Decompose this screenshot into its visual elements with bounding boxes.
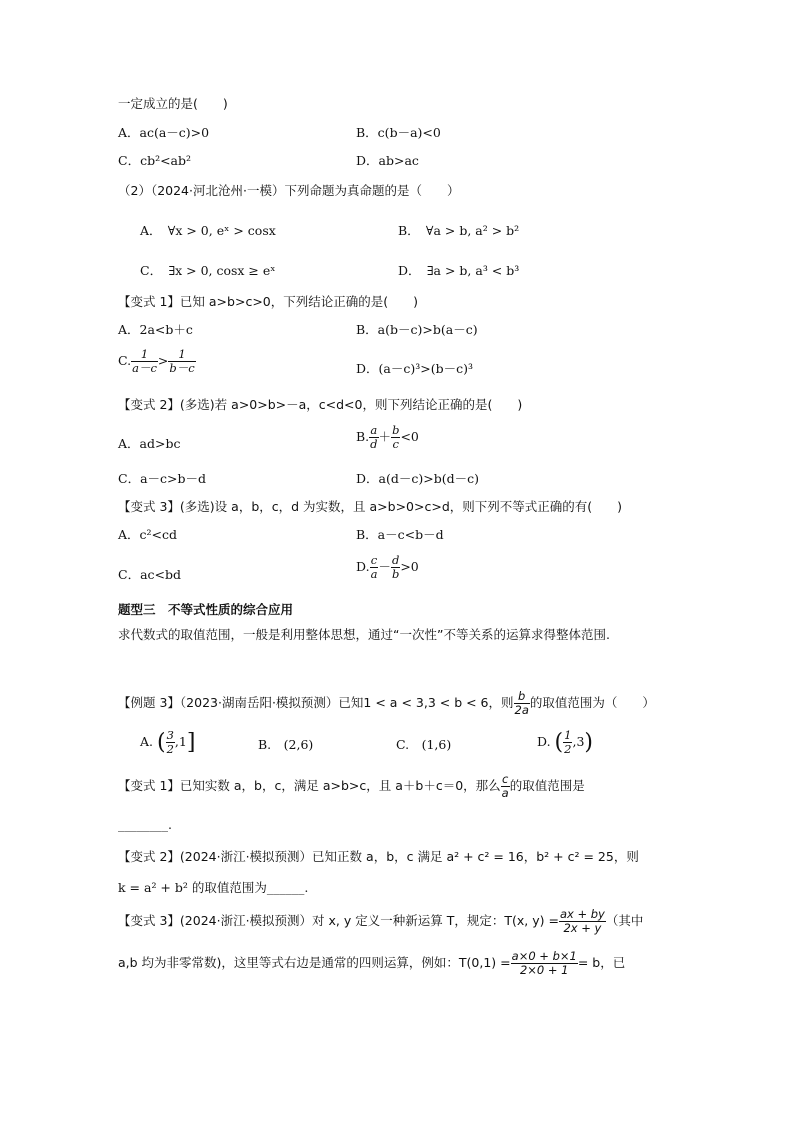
q2-stem: （2）（2024·河北沧州·一模）下列命题为真命题的是（ ） xyxy=(118,183,460,198)
fraction: $\frac{1}{a-c}$ xyxy=(132,347,157,375)
variant3-option-a: A．c²<cd xyxy=(118,527,178,542)
q2-option-c: C． ∃x > 0, cosx ≥ eˣ xyxy=(140,263,276,278)
fraction: $\frac{c}{a}$ xyxy=(501,772,509,800)
fraction: $\frac{1}{2}$ xyxy=(564,728,572,756)
exercise-variant2-line2: k = a² + b² 的取值范围为______. xyxy=(118,880,309,895)
q2-option-a: A． ∀x > 0, eˣ > cosx xyxy=(140,223,276,238)
example3-option-d: D. ( $\frac{1}{2}$ ,3) xyxy=(537,728,593,756)
fraction: $\frac{a}{d}$ xyxy=(370,423,378,451)
variant1-stem: 【变式 1】已知 a>b>c>0，下列结论正确的是( ) xyxy=(118,294,418,309)
q1-option-d: D．ab>ac xyxy=(356,153,419,168)
fraction: $\frac{d}{b}$ xyxy=(391,553,400,581)
q1-option-c: C．cb²<ab² xyxy=(118,153,192,168)
variant3-option-d: D. $\frac{c}{a}$ － $\frac{d}{b}$ >0 xyxy=(356,553,419,581)
fraction: $\frac{c}{a}$ xyxy=(370,553,378,581)
fraction: $\frac{ax + by}{2x + y}$ xyxy=(559,907,605,935)
answer-blank: ________. xyxy=(118,817,172,832)
example3-stem: 【例题 3】（2023·湖南岳阳·模拟预测）已知1 < a < 3,3 < b < 6，则 $\frac{b}{2a}$ 的取值范围为（ ） xyxy=(118,689,655,717)
variant2-stem: 【变式 2】(多选)若 a>0>b>－a，c<d<0，则下列结论正确的是( ) xyxy=(118,397,523,412)
variant3-option-c: C．ac<bd xyxy=(118,567,181,582)
exercise-variant1-stem: 【变式 1】已知实数 a，b，c，满足 a>b>c，且 a＋b＋c＝0，那么 $\frac{c}{a}$ 的取值范围是 xyxy=(118,772,585,800)
section-title: 题型三 不等式性质的综合应用 xyxy=(118,602,294,617)
variant1-option-a: A．2a<b＋c xyxy=(118,322,193,337)
variant2-option-a: A．ad>bc xyxy=(118,436,181,451)
variant2-option-b: B. $\frac{a}{d}$ ＋ $\frac{b}{c}$ <0 xyxy=(356,423,419,451)
variant1-option-c: C. $\frac{1}{a-c}$ > $\frac{1}{b-c}$ xyxy=(118,347,195,375)
fraction: $\frac{1}{b-c}$ xyxy=(169,347,195,375)
q2-option-b: B． ∀a > b, a² > b² xyxy=(398,223,520,238)
exercise-variant3-line2: a,b 均为非零常数)，这里等式右边是通常的四则运算，例如：T(0,1) = $\frac{a\times 0 + b\times 1}{2\times 0 + 1}$ = b，已 xyxy=(118,949,626,977)
q2-option-d: D． ∃a > b, a³ < b³ xyxy=(398,263,520,278)
variant2-option-c: C．a－c>b－d xyxy=(118,471,206,486)
q1-option-b: B．c(b－a)<0 xyxy=(356,125,441,140)
example3-option-c: C. (1,6) xyxy=(396,737,452,752)
fraction: $\frac{b}{2a}$ xyxy=(514,689,529,717)
exercise-variant2-line1: 【变式 2】(2024·浙江·模拟预测）已知正数 a，b，c 满足 a² + c² = 16，b² + c² = 25，则 xyxy=(118,849,639,864)
question-intro: 一定成立的是( ) xyxy=(118,96,228,111)
fraction: $\frac{3}{2}$ xyxy=(166,728,174,756)
variant3-stem: 【变式 3】(多选)设 a，b，c，d 为实数，且 a>b>0>c>d，则下列不等式正确的有( ) xyxy=(118,499,623,514)
example3-option-a: A. ( $\frac{3}{2}$ ,1] xyxy=(140,728,196,756)
fraction: $\frac{b}{c}$ xyxy=(392,423,400,451)
section-description: 求代数式的取值范围，一般是利用整体思想，通过“一次性”不等关系的运算求得整体范围. xyxy=(118,627,610,642)
exercise-variant3-line1: 【变式 3】(2024·浙江·模拟预测）对 x, y 定义一种新运算 T，规定：T(x, y) = $\frac{ax + by}{2x + y}$ （其中 xyxy=(118,907,644,935)
fraction: $\frac{a\times 0 + b\times 1}{2\times 0 + 1}$ xyxy=(511,949,577,977)
variant3-option-b: B．a－c<b－d xyxy=(356,527,444,542)
example3-option-b: B. (2,6) xyxy=(258,737,314,752)
variant1-option-d: D．(a－c)³>(b－c)³ xyxy=(356,361,473,376)
q1-option-a: A．ac(a－c)>0 xyxy=(118,125,210,140)
variant2-option-d: D．a(d－c)>b(d－c) xyxy=(356,471,479,486)
variant1-option-b: B．a(b－c)>b(a－c) xyxy=(356,322,478,337)
